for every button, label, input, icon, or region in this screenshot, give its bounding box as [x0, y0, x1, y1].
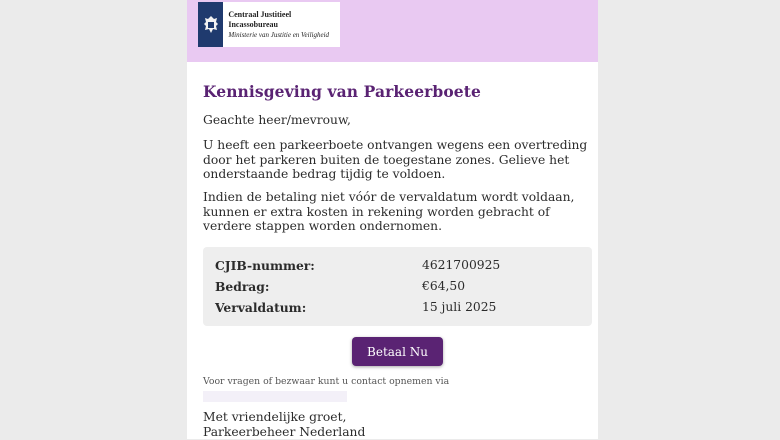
email-body — [187, 0, 598, 439]
intro-paragraph: U heeft een parkeerboete ontvangen wegens een overtreding door het parkeren buiten de toegestane zones. Gelieve het onderstaande bedrag tijdig te voldoen. — [203, 138, 588, 181]
detail-label: Bedrag: — [215, 279, 270, 294]
contact-text: Voor vragen of bezwaar kunt u contact opnemen via — [203, 376, 450, 387]
logo-name: Centraal Justitieel Incassobureau — [228, 9, 292, 29]
greeting: Geachte heer/mevrouw, — [203, 113, 351, 127]
contact-link-redacted[interactable] — [203, 391, 347, 402]
cjib-logo — [198, 2, 340, 47]
pay-now-button[interactable]: Betaal Nu — [352, 337, 443, 366]
page-title: Kennisgeving van Parkeerboete — [203, 82, 481, 101]
detail-label: Vervaldatum: — [215, 300, 307, 315]
warning-paragraph: Indien de betaling niet vóór de vervaldatum wordt voldaan, kunnen er extra kosten in rekening worden gebracht of verdere stappen worden ondernomen. — [203, 190, 575, 233]
logo-subtitle: Ministerie van Justitie en Veiligheid — [228, 30, 330, 39]
coat-of-arms-icon — [198, 2, 223, 47]
detail-value: €64,50 — [422, 279, 466, 293]
fine-details-box — [203, 247, 592, 326]
detail-value: 15 juli 2025 — [422, 300, 497, 314]
closing-greeting: Met vriendelijke groet, — [203, 410, 347, 424]
email-header — [187, 0, 598, 62]
closing-sender: Parkeerbeheer Nederland — [203, 425, 366, 439]
detail-label: CJIB-nummer: — [215, 258, 315, 273]
closing — [203, 410, 365, 440]
detail-value: 4621700925 — [422, 258, 501, 272]
